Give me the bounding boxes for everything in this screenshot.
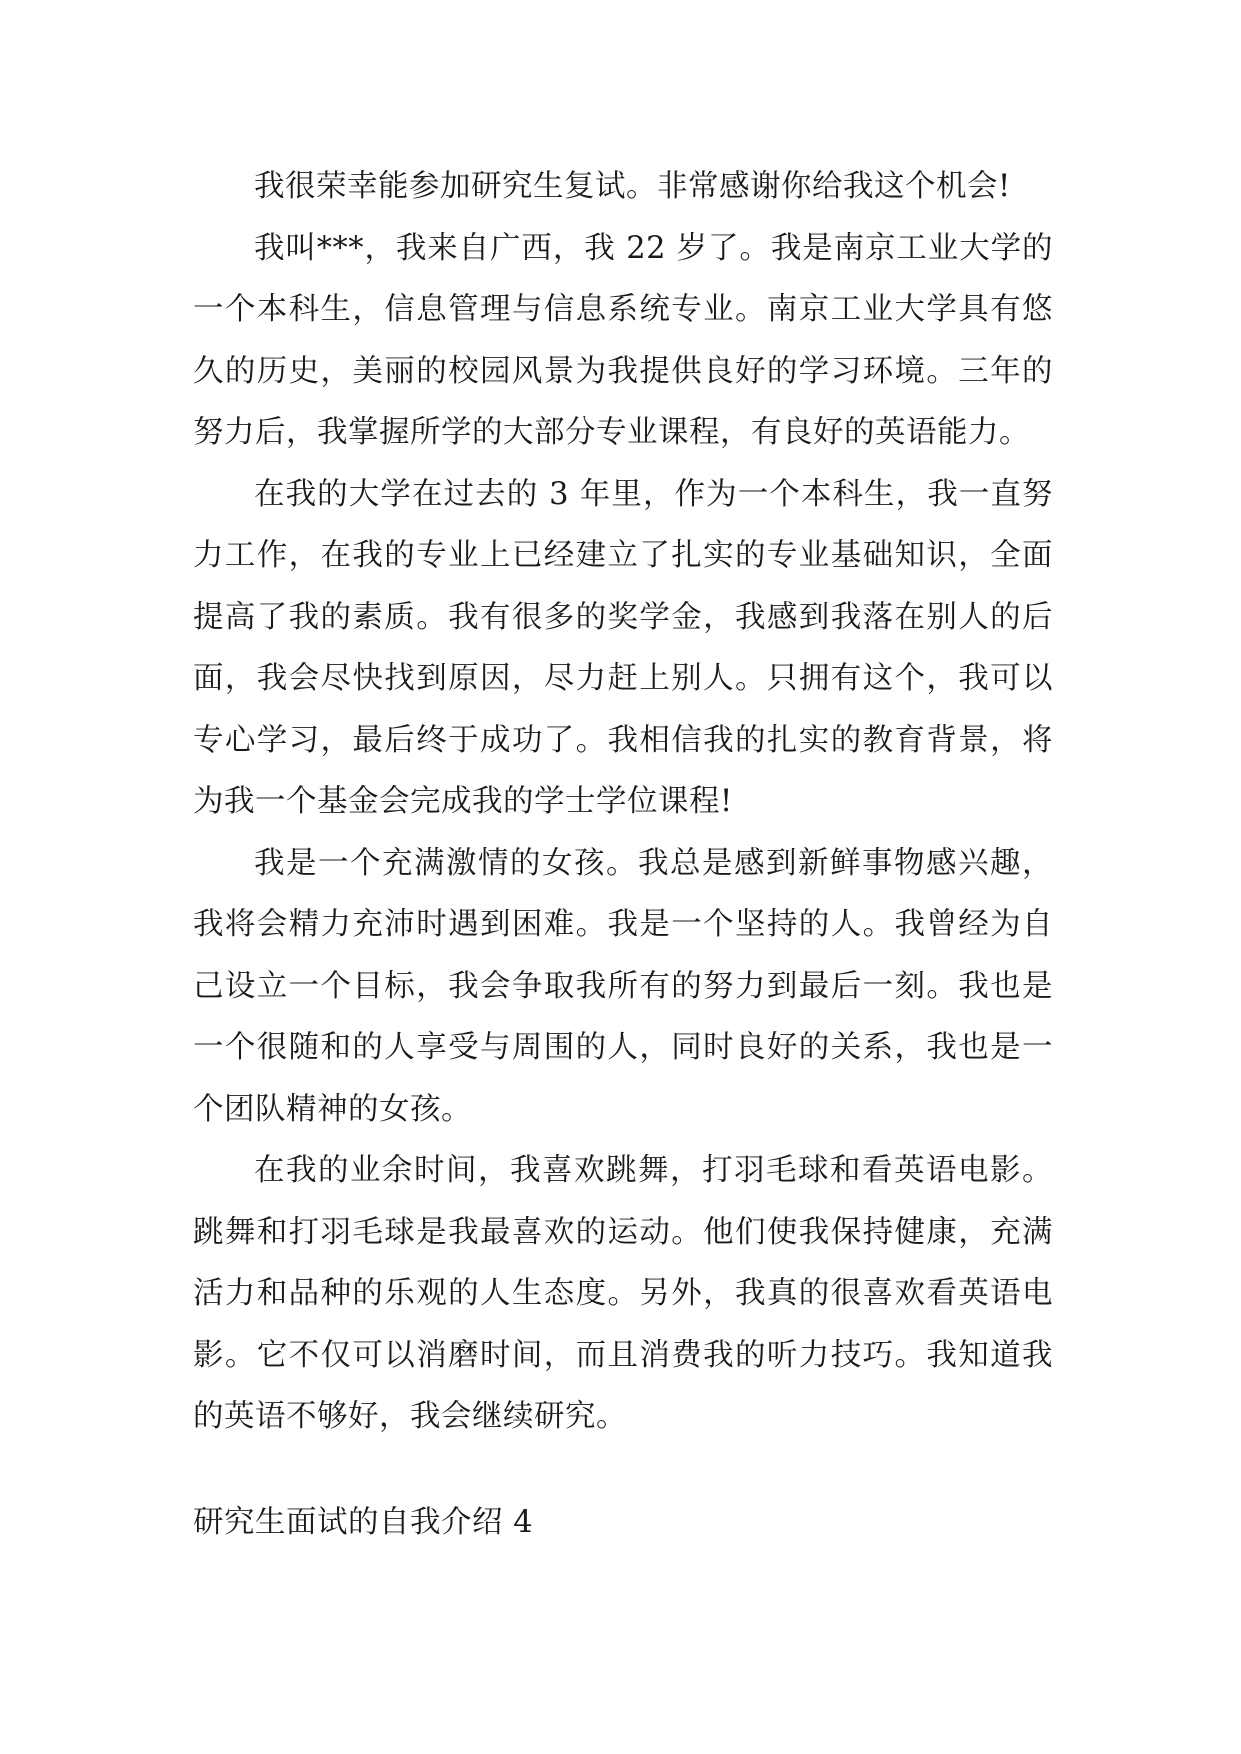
paragraph-personality: 我是一个充满激情的女孩。我总是感到新鲜事物感兴趣，我将会精力充沛时遇到困难。我是一个坚持的人。我曾经为自己设立一个目标，我会争取我所有的努力到最后一刻。我也是一个很随和的人享受与周围的人，同时良好的关系，我也是一个团队精神的女孩。 xyxy=(193,845,1053,1127)
paragraph-hobbies: 在我的业余时间，我喜欢跳舞，打羽毛球和看英语电影。跳舞和打羽毛球是我最喜欢的运动。他们使我保持健康，充满活力和品种的乐观的人生态度。另外，我真的很喜欢看英语电影。它不仅可以消磨时间，而且消费我的听力技巧。我知道我的英语不够好，我会继续研究。 xyxy=(193,1153,1053,1434)
paragraph-opening: 我很荣幸能参加研究生复试。非常感谢你给我这个机会! xyxy=(254,169,1011,204)
document-body xyxy=(193,156,1053,1448)
paragraph-background: 我叫***，我来自广西，我 22 岁了。我是南京工业大学的一个本科生，信息管理与信息系统专业。南京工业大学具有悠久的历史，美丽的校园风景为我提供良好的学习环境。三年的努力后，我掌握所学的大部分专业课程，有良好的英语能力。 xyxy=(193,230,1053,450)
paragraph-university-years: 在我的大学在过去的 3 年里，作为一个本科生，我一直努力工作，在我的专业上已经建立了扎实的专业基础知识，全面提高了我的素质。我有很多的奖学金，我感到我落在别人的后面，我会尽快找到原因，尽力赶上别人。只拥有这个，我可以专心学习，最后终于成功了。我相信我的扎实的教育背景，将为我一个基金会完成我的学士学位课程! xyxy=(193,476,1053,819)
section-heading: 研究生面试的自我介绍 4 xyxy=(193,1505,534,1540)
